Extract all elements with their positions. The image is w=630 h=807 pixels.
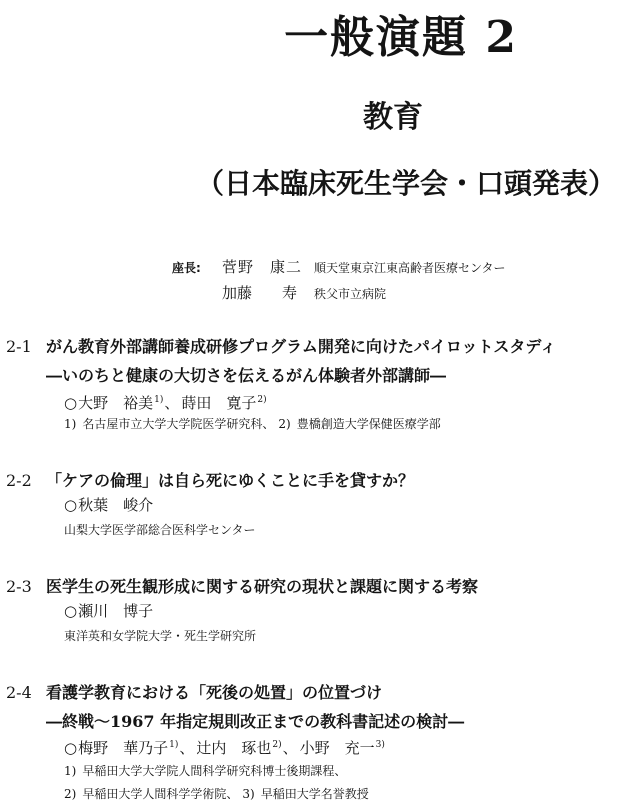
presenter-mark: ○ (64, 496, 78, 514)
affiliation-text: 早稲田大学大学院人間科学研究科博士後期課程、 (82, 764, 347, 778)
affiliation-separator: 、 (262, 417, 275, 431)
affiliation-number: 1) (64, 764, 77, 778)
affiliation-text: 東洋英和女学院大学・死生学研究所 (64, 629, 257, 643)
author-name: 大野 裕美 (78, 394, 154, 412)
chairs-block (172, 256, 506, 308)
author-separator: 、 (164, 394, 180, 412)
author-name: 瀬川 博子 (78, 602, 154, 620)
affiliation-text: 山梨大学医学部総合医科学センター (64, 523, 256, 537)
page-title: 一般演題 2 (284, 12, 518, 63)
author-name: 秋葉 峻介 (78, 496, 154, 514)
session-title: 医学生の死生観形成に関する研究の現状と課題に関する考察 (46, 577, 479, 596)
affiliation-text: 名古屋市立大学大学院医学研究科 (82, 417, 263, 431)
chair-label: 座長: (172, 261, 201, 275)
session-subtitle: ―いのちと健康の大切さを伝えるがん体験者外部講師― (46, 366, 447, 385)
society-label: （日本臨床死生学会・口頭発表） (195, 167, 616, 200)
affiliation-number: 2) (278, 417, 291, 431)
page-subtitle: 教育 (363, 100, 423, 135)
affiliation-text: 早稲田大学人間科学学術院 (82, 787, 227, 801)
author-separator: 、 (179, 739, 195, 757)
presenter-mark: ○ (64, 739, 78, 757)
affiliation-text: 豊橋創造大学保健医療学部 (296, 417, 441, 431)
author-affiliation-ref: 1) (154, 395, 164, 405)
affiliation-number: 2) (64, 787, 77, 801)
session-2-1 (0, 336, 630, 436)
author-name: 小野 充一 (299, 739, 375, 757)
author-name: 辻内 琢也 (196, 739, 272, 757)
session-2-4 (0, 682, 630, 807)
author-name: 梅野 華乃子 (78, 739, 169, 757)
author-list (64, 389, 267, 414)
author-separator: 、 (282, 739, 298, 757)
author-list (64, 734, 385, 759)
affiliation-line (64, 785, 369, 803)
author-list (64, 600, 153, 622)
chair-affiliation: 順天堂東京江東高齢者医療センター (314, 261, 506, 275)
chair-name: 加藤 寿 (222, 284, 298, 302)
chair-row (172, 256, 506, 282)
session-subtitle: ―終戦～1967 年指定規則改正までの教科書記述の検討― (46, 712, 465, 731)
session-number: 2-4 (6, 683, 32, 702)
session-title: 看護学教育における「死後の処置」の位置づけ (46, 683, 383, 702)
session-number: 2-3 (6, 577, 32, 596)
author-list (64, 494, 153, 516)
author-name: 蒔田 寛子 (181, 394, 257, 412)
author-affiliation-ref: 3) (375, 740, 385, 750)
presenter-mark: ○ (64, 602, 78, 620)
presenter-mark: ○ (64, 394, 78, 412)
affiliation-text: 早稲田大学名誉教授 (260, 787, 369, 801)
affiliation-number: 3) (242, 787, 255, 801)
chair-affiliation: 秩父市立病院 (314, 287, 387, 301)
affiliation-line (64, 627, 256, 645)
session-title: がん教育外部講師養成研修プログラム開発に向けたパイロットスタディ (46, 337, 557, 356)
affiliation-line (64, 415, 441, 433)
author-affiliation-ref: 2) (257, 395, 267, 405)
affiliation-line (64, 762, 346, 780)
affiliation-number: 1) (64, 417, 77, 431)
session-2-3 (0, 576, 630, 646)
author-affiliation-ref: 2) (272, 740, 282, 750)
affiliation-line (64, 521, 256, 539)
affiliation-separator: 、 (226, 787, 239, 801)
session-number: 2-2 (6, 471, 32, 490)
session-2-2 (0, 470, 630, 540)
chair-row (172, 282, 506, 308)
chair-name: 菅野 康二 (222, 258, 303, 276)
session-number: 2-1 (6, 337, 32, 356)
session-title: 「ケアの倫理」は自ら死にゆくことに手を貸すか？ (46, 471, 415, 490)
author-affiliation-ref: 1) (169, 740, 179, 750)
